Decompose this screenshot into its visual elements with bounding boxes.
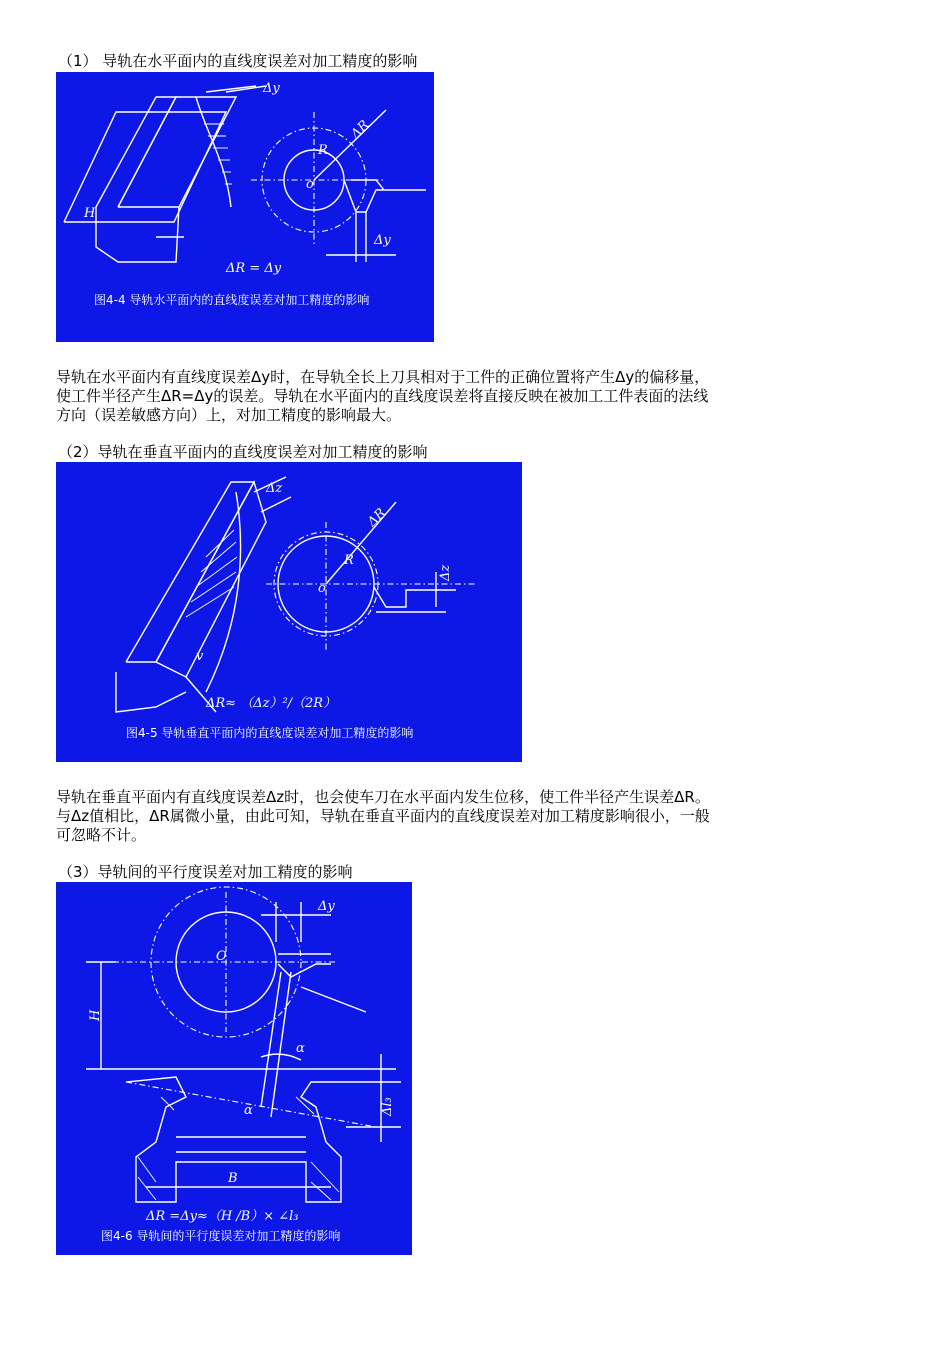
label-o: o	[306, 177, 314, 192]
label-dy: Δy	[263, 81, 280, 96]
figure-4-6-caption: 图4-6 导轨间的平行度误差对加工精度的影响	[101, 1229, 341, 1243]
figure-4-5-caption: 图4-5 导轨垂直平面内的直线度误差对加工精度的影响	[126, 726, 414, 740]
figure-4-4-equation: ΔR = Δy	[226, 261, 282, 276]
label-R: R	[344, 553, 354, 568]
label-H: H	[84, 206, 96, 221]
label-B: B	[228, 1171, 238, 1186]
figure-4-6-equation: ΔR =Δy≈（H /B）× ∠l₃	[146, 1209, 299, 1224]
label-R: R	[318, 143, 328, 158]
label-alpha: α	[296, 1041, 305, 1056]
label-dl3: Δl₃	[380, 1097, 395, 1116]
label-O: O	[216, 949, 227, 964]
label-dy: Δy	[318, 899, 335, 914]
section-2-heading: （2）导轨在垂直平面内的直线度误差对加工精度的影响	[58, 443, 428, 461]
label-dz: Δz	[266, 481, 283, 496]
figure-4-5-equation: ΔR≈ （Δz）²/（2R）	[206, 696, 337, 711]
figure-4-6	[56, 882, 412, 1255]
label-o: o	[318, 581, 326, 596]
label-dR: ΔR	[364, 505, 389, 530]
section-3-heading: （3）导轨间的平行度误差对加工精度的影响	[58, 863, 353, 881]
label-alpha2: α	[244, 1103, 253, 1118]
figure-4-4-caption: 图4-4 导轨水平面内的直线度误差对加工精度的影响	[94, 293, 370, 307]
figure-4-5	[56, 462, 522, 762]
label-v: v	[196, 649, 204, 664]
section-1-heading: （1） 导轨在水平面内的直线度误差对加工精度的影响	[58, 52, 418, 70]
label-dR: ΔR	[348, 117, 373, 142]
section-2-paragraph: 导轨在垂直平面内有直线度误差Δz时，也会使车刀在水平面内发生位移，使工件半径产生误差ΔR。 与Δz值相比，ΔR属微小量，由此可知，导轨在垂直平面内的直线度误差对加工精度影响很小，一般 可忽略不计。	[56, 788, 710, 844]
label-dy2: Δy	[374, 233, 391, 248]
section-1-paragraph: 导轨在水平面内有直线度误差Δy时，在导轨全长上刀具相对于工件的正确位置将产生Δy的偏移量， 使工件半径产生ΔR=Δy的误差。导轨在水平面内的直线度误差将直接反映在被加工工件表面的法线 方向（误差敏感方向）上，对加工精度的影响最大。	[56, 368, 710, 424]
figure-4-4	[56, 72, 434, 342]
label-dz2: Δz	[438, 564, 453, 581]
label-H: H	[88, 1009, 103, 1021]
